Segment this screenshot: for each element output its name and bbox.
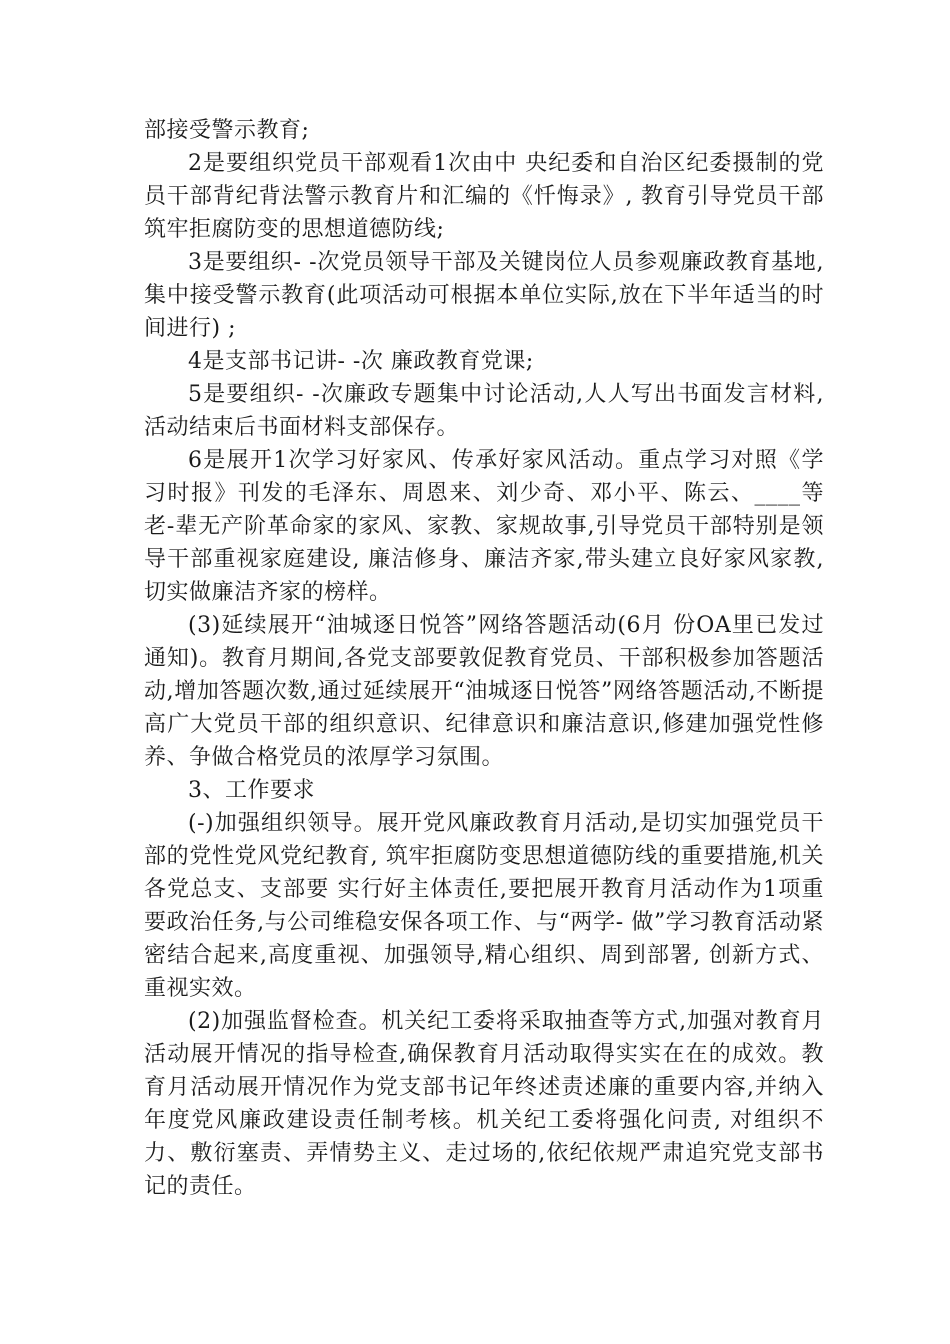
paragraph-6: 6是展开1次学习好家风、传承好家风活动。重点学习对照《学习时报》刊发的毛泽东、周恩来、刘少奇、邓小平、陈云、____等老-辈无产阶革命家的家风、家教、家规故事,引导党员干部特别是领导干部重视家庭建设, 廉洁修身、廉洁齐家,带头建立良好家风家教,切实做廉洁齐家的榜样。	[144, 448, 824, 605]
paragraph-9: (-)加强组织领导。展开党风廉政教育月活动,是切实加强党员干部的党性党风党纪教育, 筑牢拒腐防变思想道德防线的重要措施,机关各党总支、支部要 实行好主体责任,要把展开教育月活动作为1项重要政治任务,与公司维稳安保各项工作、与“两学- 做”学习教育活动紧密结合起来,高度重视、加强领导,精心组织、周到部署, 创新方式、重视实效。	[144, 811, 824, 1001]
paragraph-3: 3是要组织- -次党员领导干部及关键岗位人员参观廉政教育基地,集中接受警示教育(此项活动可根据本单位实际,放在下半年适当的时间进行) ;	[144, 250, 824, 341]
paragraph-10: (2)加强监督检查。机关纪工委将采取抽查等方式,加强对教育月活动展开情况的指导检查,确保教育月活动取得实实在在的成效。教育月活动展开情况作为党支部书记年终述责述廉的重要内容,并纳入年度党风廉政建设责任制考核。机关纪工委将强化问责, 对组织不力、敷衍塞责、弄情势主义、走过场的,依纪依规严肃追究党支部书记的责任。	[144, 1009, 824, 1199]
document-body	[144, 114, 824, 1203]
paragraph-7: (3)延续展开“油城逐日悦答”网络答题活动(6月 份OA里已发过通知)。教育月期间,各党支部要敦促教育党员、干部积极参加答题活动,增加答题次数,通过延续展开“油城逐日悦答”网络答题活动,不断提高广大党员干部的组织意识、纪律意识和廉洁意识,修建加强党性修养、争做合格党员的浓厚学习氛围。	[144, 613, 824, 770]
paragraph-5: 5是要组织- -次廉政专题集中讨论活动,人人写出书面发言材料,活动结束后书面材料支部保存。	[144, 382, 824, 440]
section-heading-work-requirements: 3、工作要求	[188, 778, 315, 803]
paragraph-1: 部接受警示教育;	[144, 118, 310, 143]
paragraph-2: 2是要组织党员干部观看1次由中 央纪委和自治区纪委摄制的党员干部背纪背法警示教育片和汇编的《忏悔录》, 教育引导党员干部筑牢拒腐防变的思想道德防线;	[144, 151, 824, 242]
paragraph-4: 4是支部书记讲- -次 廉政教育党课;	[188, 349, 534, 374]
